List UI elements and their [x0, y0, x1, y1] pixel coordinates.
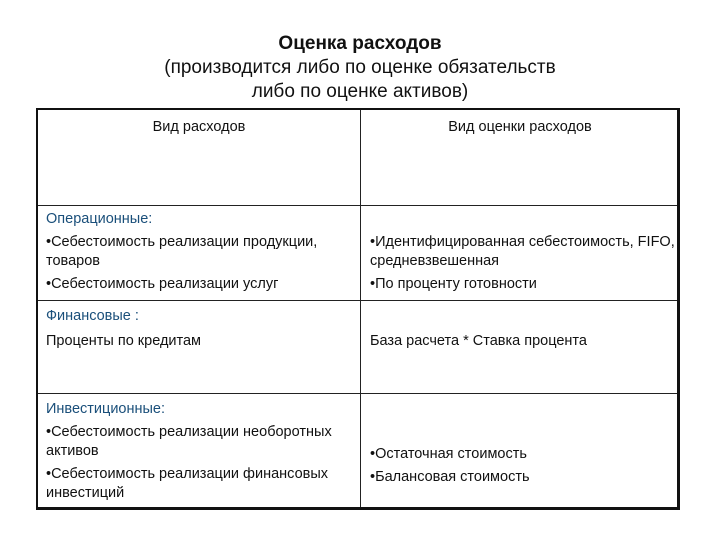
operational-cell [46, 210, 356, 294]
title-subtitle-line2: либо по оценке активов) [251, 81, 469, 102]
category-investment: Инвестиционные: [46, 401, 166, 417]
investment-cell [46, 400, 356, 503]
category-operational: Операционные: [46, 211, 153, 227]
financial-valuation-cell [370, 332, 675, 351]
title-subtitle-line1: (производится либо по оценке обязательств [164, 57, 556, 78]
expense-valuation-table [36, 108, 680, 510]
list-item: Проценты по кредитам [46, 333, 202, 349]
investment-valuation-cell [370, 445, 675, 487]
list-item: •Себестоимость реализации финансовых инвестиций [46, 466, 329, 501]
operational-valuation-cell [370, 233, 675, 294]
column-divider [360, 110, 361, 507]
list-item: •Остаточная стоимость [370, 446, 527, 462]
list-item: •Идентифицированная себестоимость, FIFO, средневзвешенная [370, 234, 675, 269]
list-item: •Себестоимость реализации продукции, товаров [46, 234, 318, 269]
row-divider [38, 205, 677, 206]
financial-cell [46, 307, 356, 351]
header-valuation-type: Вид оценки расходов [448, 119, 592, 135]
row-divider [38, 393, 677, 394]
category-financial: Финансовые : [46, 308, 139, 324]
list-item: •По проценту готовности [370, 276, 537, 292]
header-expense-type: Вид расходов [152, 119, 246, 135]
list-item: •Себестоимость реализации услуг [46, 276, 279, 292]
row-divider [38, 300, 677, 301]
list-item: База расчета * Ставка процента [370, 333, 587, 349]
list-item: •Балансовая стоимость [370, 469, 530, 485]
list-item: •Себестоимость реализации необоротных активов [46, 424, 332, 459]
title-main: Оценка расходов [278, 33, 442, 54]
page-title [0, 32, 720, 104]
